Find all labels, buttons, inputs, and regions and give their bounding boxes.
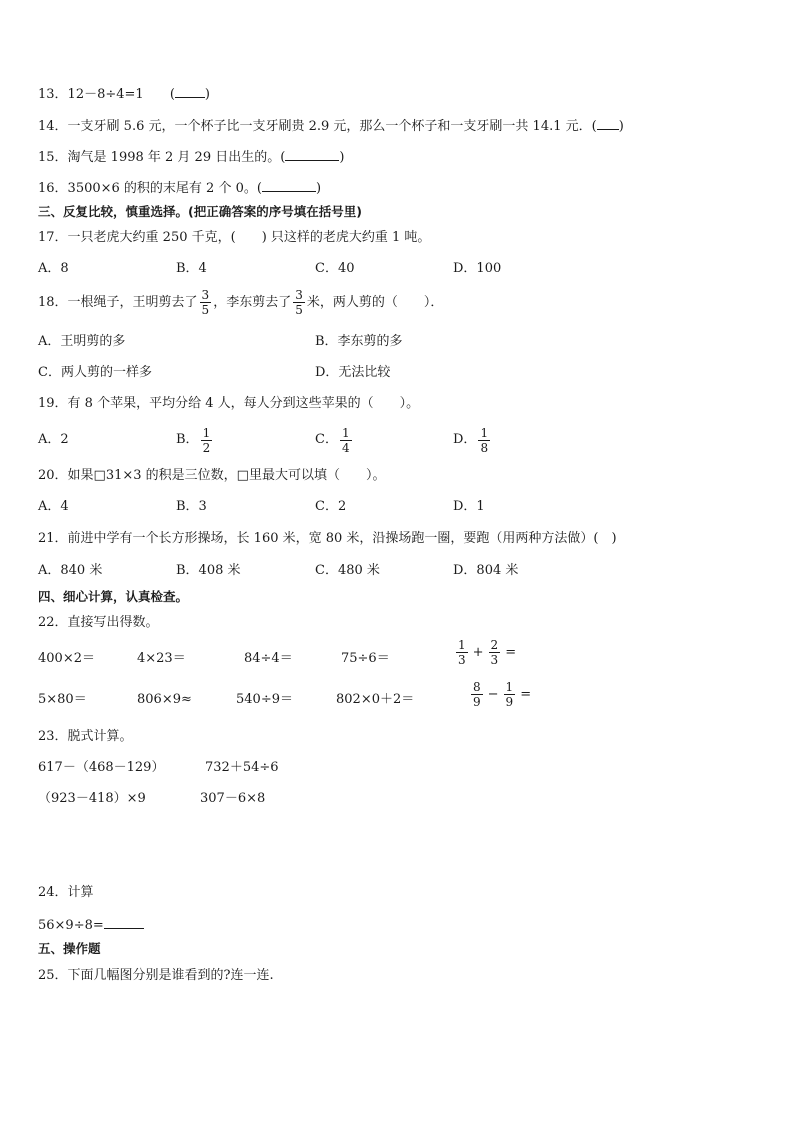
calc-item: 806×9≈ [137,692,192,707]
question-21: 21．前进中学有一个长方形操场，长 160 米，宽 80 米，沿操场跑一圈，要跑（用两种方法做）( ) [38,531,617,546]
fraction: $\frac{1}{2}$ [202,425,211,455]
calc-item: 4×23＝ [137,651,186,666]
fraction: $\frac{1}{4}$ [341,425,350,455]
q21-option-b[interactable]: B．408 米 [176,563,241,578]
calc-item: 84÷4＝ [244,651,293,666]
question-24-expr: 56×9÷8= [38,914,144,935]
answer-blank[interactable] [597,115,619,130]
question-19: 19．有 8 个苹果，平均分给 4 人，每人分到这些苹果的（ ）。 [38,396,420,411]
q19-option-a[interactable]: A．2 [38,432,69,447]
q19-option-c[interactable]: C． $\frac{1}{4}$ [315,425,350,455]
section-4-title: 四、细心计算，认真检查。 [38,589,189,604]
q18-option-c[interactable]: C．两人剪的一样多 [38,365,152,380]
question-16: 16．3500×6 的积的末尾有 2 个 0。( ) [38,177,321,198]
question-20: 20．如果□31×3 的积是三位数，□里最大可以填（ ）。 [38,468,386,483]
question-25: 25．下面几幅图分别是谁看到的?连一连. [38,968,274,983]
answer-blank[interactable] [285,146,339,161]
question-15: 15．淘气是 1998 年 2 月 29 日出生的。( ) [38,146,344,167]
answer-blank[interactable] [262,177,316,192]
question-14: 14．一支牙刷 5.6 元，一个杯子比一支牙刷贵 2.9 元，那么一个杯子和一支牙刷一共 14.1 元．( ) [38,115,624,136]
fraction: $\frac{3}{5}$ [295,288,303,317]
fraction-calc-1: $\frac{1}{3}$ + $\frac{2}{3}$ = [458,638,517,667]
q21-option-c[interactable]: C．480 米 [315,563,380,578]
q20-option-c[interactable]: C．2 [315,499,347,514]
q20-option-d[interactable]: D．1 [453,499,485,514]
calc-item: 307－6×8 [200,791,266,806]
question-24: 24．计算 [38,885,94,900]
q18-option-a[interactable]: A．王明剪的多 [38,334,126,349]
calc-item: 617－（468－129） [38,760,165,775]
q21-option-d[interactable]: D．804 米 [453,563,519,578]
q18-option-d[interactable]: D．无法比较 [315,365,391,380]
calc-item: 540÷9＝ [236,692,293,707]
fraction: $\frac{8}{9}$ [473,680,481,709]
question-18: 18．一根绳子，王明剪去了 $\frac{3}{5}$ ，李东剪去了 $\frac{3}{5}$ 米 ，两人剪的（ ）． [38,288,444,317]
fraction-calc-2: $\frac{8}{9}$ − $\frac{1}{9}$ = [473,680,532,709]
q17-option-c[interactable]: C．40 [315,261,355,276]
q21-option-a[interactable]: A．840 米 [38,563,103,578]
q19-option-d[interactable]: D． $\frac{1}{8}$ [453,425,489,455]
q20-option-a[interactable]: A．4 [38,499,69,514]
q17-option-d[interactable]: D．100 [453,261,502,276]
calc-item: 75÷6＝ [341,651,390,666]
calc-item: 400×2＝ [38,651,95,666]
fraction: $\frac{3}{5}$ [201,288,210,317]
question-17: 17．一只老虎大约重 250 千克，( ) 只这样的老虎大约重 1 吨。 [38,230,431,245]
calc-item: 732＋54÷6 [205,760,279,775]
calc-item: 802×0＋2＝ [336,692,415,707]
section-5-title: 五、操作题 [38,941,101,956]
calc-item: （923－418）×9 [38,791,146,806]
calc-item: 5×80＝ [38,692,87,707]
answer-blank[interactable] [104,914,144,929]
question-13: 13．12－8÷4=1 ( ) [38,83,210,104]
q17-option-b[interactable]: B．4 [176,261,207,276]
q17-option-a[interactable]: A．8 [38,261,69,276]
fraction: $\frac{1}{3}$ [458,638,466,667]
question-22: 22．直接写出得数。 [38,615,159,630]
fraction: $\frac{1}{8}$ [480,425,489,455]
fraction: $\frac{2}{3}$ [490,638,499,667]
section-3-title: 三、反复比较，慎重选择。(把正确答案的序号填在括号里) [38,204,362,219]
q18-option-b[interactable]: B．李东剪的多 [315,334,403,349]
fraction: $\frac{1}{9}$ [505,680,514,709]
question-23: 23．脱式计算。 [38,729,133,744]
answer-blank[interactable] [175,83,205,98]
q20-option-b[interactable]: B．3 [176,499,207,514]
q19-option-b[interactable]: B． $\frac{1}{2}$ [176,425,211,455]
